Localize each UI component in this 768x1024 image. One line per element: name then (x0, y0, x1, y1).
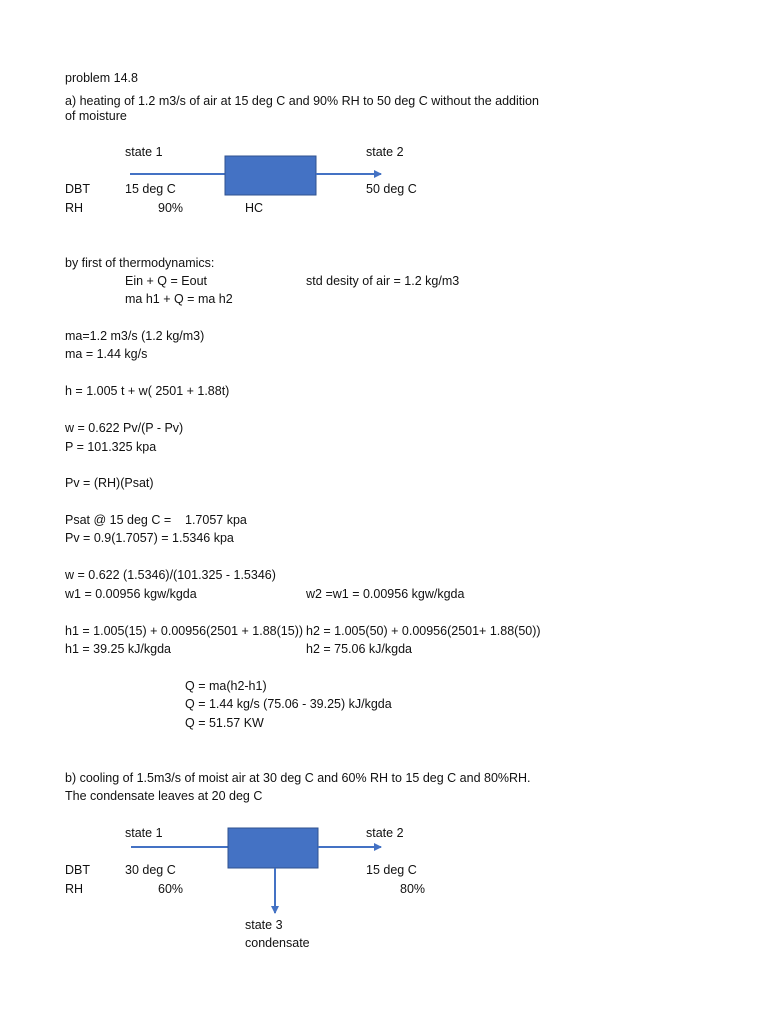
pv-formula: Pv = (RH)(Psat) (65, 476, 154, 490)
a-state2-dbt: 50 deg C (366, 182, 417, 196)
ma-result: ma = 1.44 kg/s (65, 347, 148, 361)
psat-label: Psat @ 15 deg C = (65, 513, 172, 527)
q-formula: Q = ma(h2-h1) (185, 679, 267, 693)
energy-balance: Ein + Q = Eout (125, 274, 207, 288)
ma-calc: ma=1.2 m3/s (1.2 kg/m3) (65, 329, 205, 343)
w2-result: w2 =w1 = 0.00956 kgw/kgda (306, 587, 465, 601)
heating-coil-label: HC (245, 201, 264, 215)
b-state1-dbt: 30 deg C (125, 863, 176, 877)
b-state1-label: state 1 (125, 826, 163, 840)
problem-title: problem 14.8 (65, 71, 138, 85)
q-substitution: Q = 1.44 kg/s (75.06 - 39.25) kJ/kgda (185, 697, 392, 711)
law-intro: by first of thermodynamics: (65, 256, 215, 270)
h1-result: h1 = 39.25 kJ/kgda (65, 642, 171, 656)
state3-label: state 3 (245, 918, 283, 932)
a-state1-rh: 90% (158, 201, 184, 215)
a-rh-label: RH (65, 201, 84, 215)
part-a-statement-line1: a) heating of 1.2 m3/s of air at 15 deg C and 90% RH to 50 deg C without the addition (65, 94, 539, 108)
w-calc: w = 0.622 (1.5346)/(101.325 - 1.5346) (65, 568, 276, 582)
q-result: Q = 51.57 KW (185, 716, 264, 730)
h1-calc: h1 = 1.005(15) + 0.00956(2501 + 1.88(15)) (65, 624, 304, 638)
heating-coil-box (225, 156, 316, 195)
cooling-coil-box (228, 828, 318, 868)
state3-description: condensate (245, 936, 310, 950)
enthalpy-formula: h = 1.005 t + w( 2501 + 1.88t) (65, 384, 230, 398)
a-dbt-label: DBT (65, 182, 90, 196)
part-a-statement-line2: of moisture (65, 109, 127, 123)
mass-balance: ma h1 + Q = ma h2 (125, 292, 233, 306)
part-b-statement-line1: b) cooling of 1.5m3/s of moist air at 30 deg C and 60% RH to 15 deg C and 80%RH. (65, 771, 531, 785)
b-state2-label: state 2 (366, 826, 404, 840)
w1-result: w1 = 0.00956 kgw/kgda (65, 587, 197, 601)
pressure-value: P = 101.325 kpa (65, 440, 157, 454)
part-b-statement-line2: The condensate leaves at 20 deg C (65, 789, 263, 803)
b-state2-dbt: 15 deg C (366, 863, 417, 877)
b-rh-label: RH (65, 882, 84, 896)
a-state2-label: state 2 (366, 145, 404, 159)
b-dbt-label: DBT (65, 863, 90, 877)
density-note: std desity of air = 1.2 kg/m3 (306, 274, 460, 288)
a-state1-dbt: 15 deg C (125, 182, 176, 196)
b-state1-rh: 60% (158, 882, 184, 896)
h2-calc: h2 = 1.005(50) + 0.00956(2501+ 1.88(50)) (306, 624, 541, 638)
b-state2-rh: 80% (400, 882, 426, 896)
humidity-formula: w = 0.622 Pv/(P - Pv) (65, 421, 184, 435)
a-state1-label: state 1 (125, 145, 163, 159)
psat-value: 1.7057 kpa (185, 513, 247, 527)
pv-calc: Pv = 0.9(1.7057) = 1.5346 kpa (65, 531, 234, 545)
h2-result: h2 = 75.06 kJ/kgda (306, 642, 412, 656)
